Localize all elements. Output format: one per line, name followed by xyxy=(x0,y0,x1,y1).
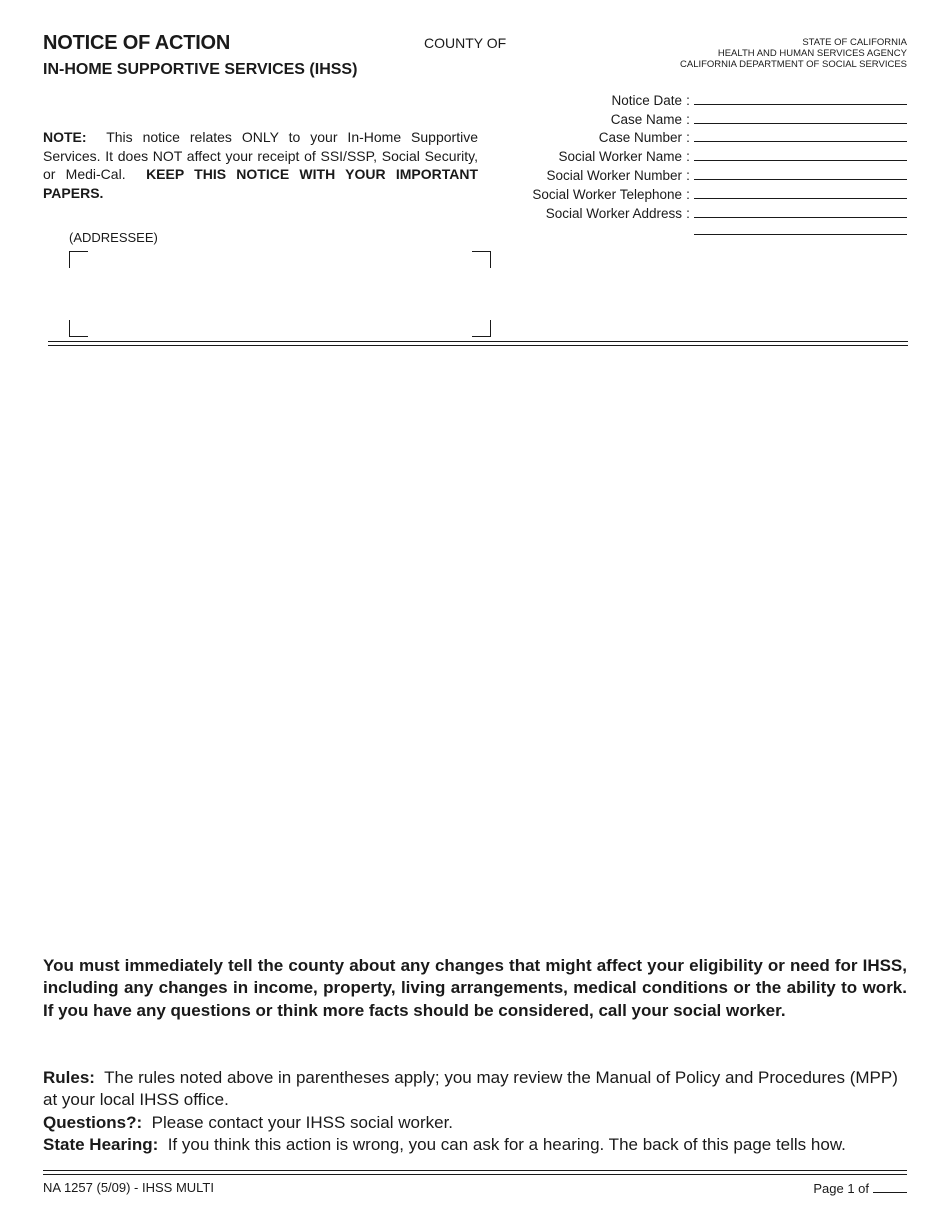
rules-label: Rules: xyxy=(43,1068,95,1087)
questions-text: Please contact your IHSS social worker. xyxy=(151,1112,454,1132)
field-social-worker-telephone xyxy=(490,183,907,202)
note-text: This notice relates ONLY to your In-Home Supportive Services. It does NOT affect your receipt of SSI/SSP, Social Security, or Medi-Cal. xyxy=(43,129,478,182)
hearing-label: State Hearing: xyxy=(43,1134,159,1154)
field-colon: : xyxy=(686,111,690,127)
field-case-name xyxy=(490,108,907,127)
field-label: Social Worker Telephone xyxy=(532,186,682,202)
address-window-corner xyxy=(472,320,491,337)
address-window-corner xyxy=(69,320,88,337)
case-name-input[interactable] xyxy=(694,110,907,124)
agency-line: STATE OF CALIFORNIA xyxy=(802,37,907,48)
agency-line: CALIFORNIA DEPARTMENT OF SOCIAL SERVICES xyxy=(680,59,907,70)
rules-section xyxy=(43,1067,907,1156)
page-label: Page 1 of xyxy=(813,1181,869,1196)
field-social-worker-number xyxy=(490,164,907,183)
address-window-corner xyxy=(69,251,88,268)
header-divider xyxy=(48,341,908,346)
hearing-paragraph xyxy=(43,1134,907,1156)
field-colon: : xyxy=(686,149,690,165)
address-window-corner xyxy=(472,251,491,268)
case-info-fields xyxy=(490,89,907,221)
agency-block xyxy=(680,37,907,70)
field-colon: : xyxy=(686,92,690,108)
field-colon: : xyxy=(686,186,690,202)
social-worker-telephone-input[interactable] xyxy=(694,185,907,199)
total-pages-blank[interactable] xyxy=(873,1180,907,1193)
note-paragraph xyxy=(43,128,478,202)
field-colon: : xyxy=(686,130,690,146)
form-title: NOTICE OF ACTION xyxy=(43,32,231,54)
field-social-worker-address xyxy=(490,202,907,221)
social-worker-address-input[interactable] xyxy=(694,204,907,218)
change-reporting-warning: You must immediately tell the county about any changes that might affect your eligibility or need for IHSS, including any changes in income, property, living arrangements, medical conditions or the ability to work. If you have any questions or think more facts should be considered, call your social worker. xyxy=(43,956,907,1020)
form-subtitle: IN-HOME SUPPORTIVE SERVICES (IHSS) xyxy=(43,61,358,78)
social-worker-name-input[interactable] xyxy=(694,147,907,161)
field-colon: : xyxy=(686,205,690,221)
field-label: Social Worker Address xyxy=(545,205,682,221)
address-continuation-line[interactable] xyxy=(694,234,907,235)
field-case-number xyxy=(490,127,907,146)
addressee-label: (ADDRESSEE) xyxy=(69,230,158,245)
field-colon: : xyxy=(686,167,690,183)
county-label: COUNTY OF xyxy=(424,35,507,51)
field-label: Social Worker Name xyxy=(558,149,682,165)
note-emphasis: KEEP THIS NOTICE WITH YOUR IMPORTANT PAPERS. xyxy=(43,166,479,201)
field-label: Case Name xyxy=(610,111,682,127)
rules-text: The rules noted above in parentheses apply; you may review the Manual of Policy and Procedures (MPP) at your local IHSS office. xyxy=(43,1068,898,1110)
field-notice-date xyxy=(490,89,907,108)
questions-label: Questions?: xyxy=(43,1112,143,1132)
page-number xyxy=(813,1180,907,1196)
social-worker-number-input[interactable] xyxy=(694,166,907,180)
note-label: NOTE: xyxy=(43,129,87,145)
rules-paragraph xyxy=(43,1067,907,1112)
hearing-text: If you think this action is wrong, you can ask for a hearing. The back of this page tells how. xyxy=(167,1134,846,1154)
field-social-worker-name xyxy=(490,145,907,164)
questions-paragraph xyxy=(43,1112,907,1134)
footer-divider xyxy=(43,1170,907,1175)
form-id: NA 1257 (5/09) - IHSS MULTI xyxy=(43,1180,214,1195)
agency-line: HEALTH AND HUMAN SERVICES AGENCY xyxy=(717,48,907,59)
field-label: Notice Date xyxy=(611,92,682,108)
case-number-input[interactable] xyxy=(694,128,907,142)
field-label: Social Worker Number xyxy=(546,167,682,183)
field-label: Case Number xyxy=(598,130,682,146)
notice-date-input[interactable] xyxy=(694,91,907,105)
